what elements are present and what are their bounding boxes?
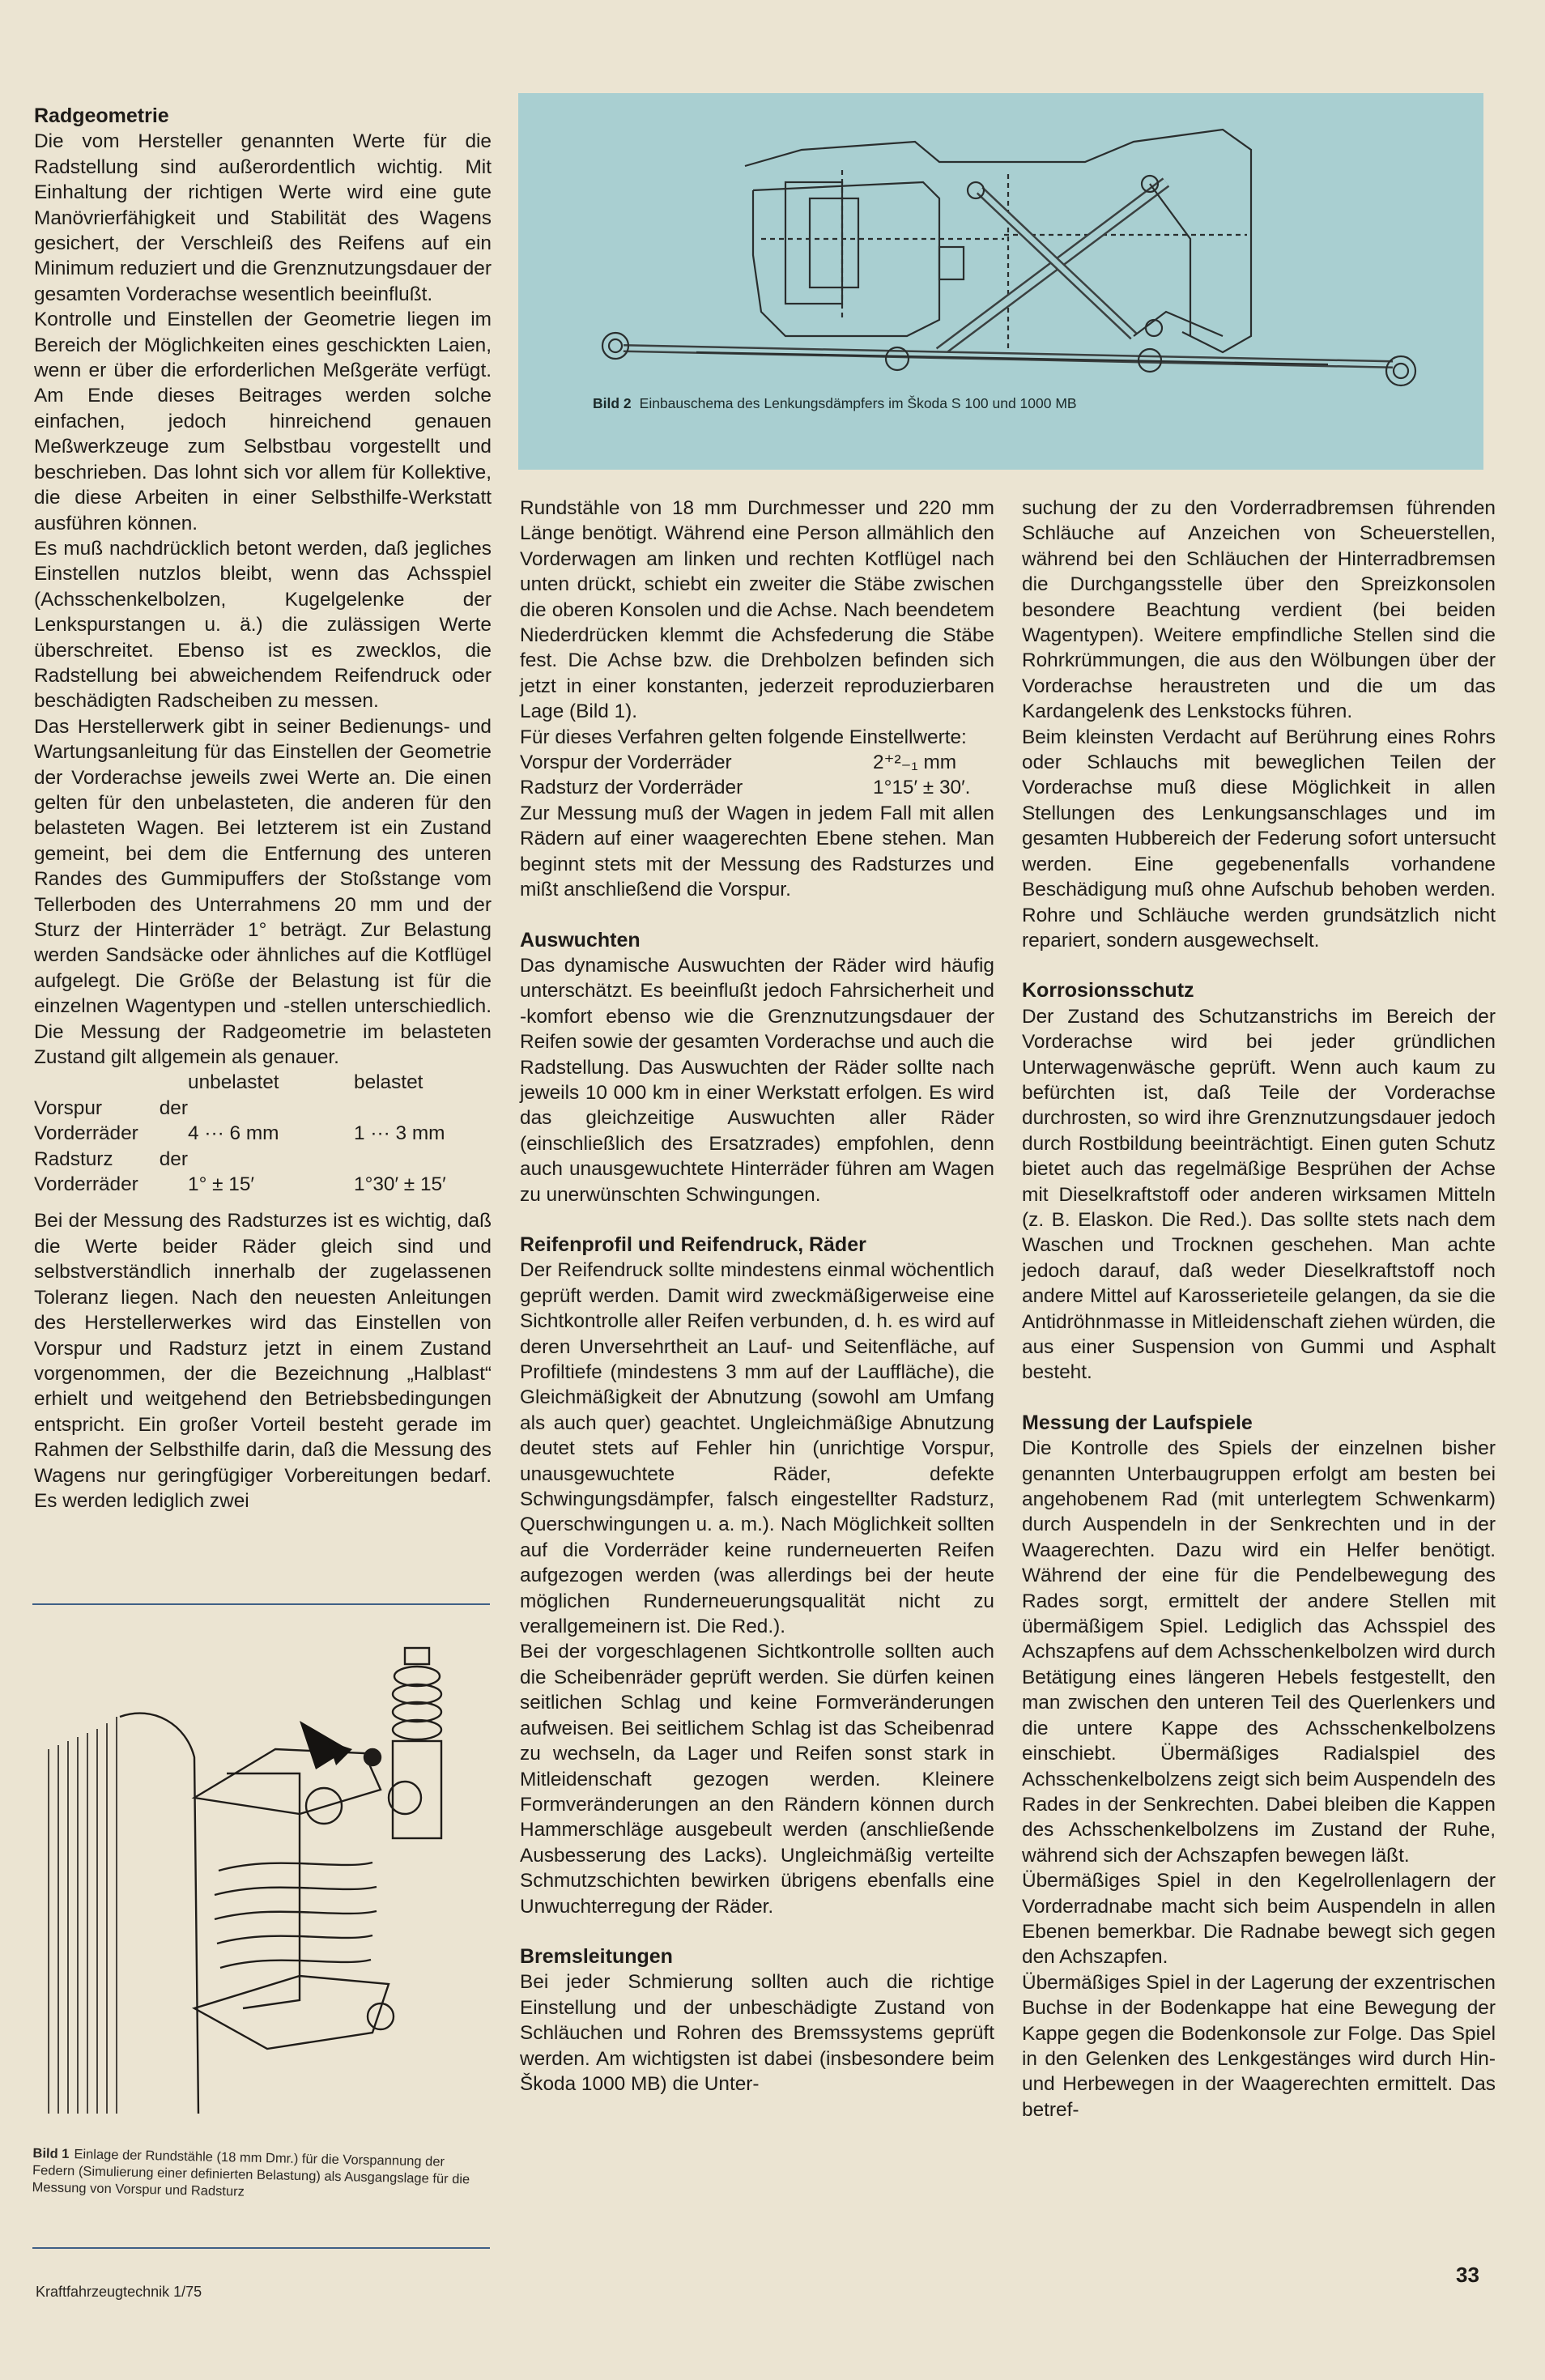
paragraph: Beim kleinsten Verdacht auf Berührung eines Rohrs oder Schlauchs mit beweglichen Teilen der Vorderachse muß diese Möglichkeit in allen Stellungen des Lenkungsanschlages und im gesamten Hubbereich der Federung sofort untersucht werden. Eine gegebenenfalls vorhandene Beschädigung muß ohne Aufschub behoben werden. Rohre und Schläuche werden grundsätzlich nicht repariert, sondern ausgewechselt. (1022, 726, 1496, 952)
heading-bremsleitungen: Bremsleitungen (520, 1944, 673, 1968)
paragraph: Das dynamische Auswuchten der Räder wird häufig unterschätzt. Es beeinflußt jedoch Fahrsicherheit und -komfort ebenso wie die Grenznutzungsdauer der Reifen sowie der gesamten Vorderachse und auch die Radstellung. Das Auswuchten der Räder sollte nach jeweils 10 000 km in einer Werkstatt erfolgen. Es wird das gleichzeitige Auswuchten aller Räder (einschließlich des Ersatzrades) empfohlen, denn auch unausgewuchtete Hinterräder führen am Wagen zu unerwünschten Schwingungen. (520, 954, 994, 1206)
table-cell: 1 ··· 3 mm (354, 1122, 445, 1145)
table-cell: 1°30′ ± 15′ (354, 1173, 446, 1196)
table-row (34, 1147, 492, 1198)
table-row (34, 1096, 492, 1147)
tyre-tread (49, 1717, 117, 2114)
paragraph: Rundstähle von 18 mm Durchmesser und 220 mm Länge benötigt. Während eine Person allmählich den Vorderwagen am linken und rechten Kotflügel nach unten drückt, schiebt ein zweiter die Stäbe zwischen die oberen Konsolen und die Achse. Nach beendetem Niederdrücken klemmt die Achsfederung die Stäbe fest. Die Achse bzw. die Drehbolzen befinden sich jetzt in einer konstanten, jederzeit reproduzierbaren Lage (Bild 1). (520, 497, 994, 723)
table-row-label: Vorspur der Vorderräder (34, 1096, 188, 1145)
paragraph: Zur Messung muß der Wagen in jedem Fall mit allen Rädern auf einer waagerechten Ebene stehen. Man beginnt stets mit der Messung des Radsturzes und mißt anschließend die Vorspur. (520, 802, 994, 901)
paragraph: Der Reifendruck sollte mindestens einmal wöchentlich geprüft werden. Damit wird zweckmäßigerweise eine Sichtkontrolle aller Reifen verbunden, d. h. es wird auf deren Unversehrtheit an Lauf- und Seitenfläche, auf Profiltiefe (mindestens 3 mm auf der Lauffläche), die Gleichmäßigkeit der Abnutzung (sowohl am Umfang als auch quer) geachtet. Ungleichmäßige Abnutzung deutet stets auf Fehler hin (unrichtige Vorspur, unausgewuchtete Räder, defekte Schwingungsdämpfer, falsch eingestellter Radsturz, Querschwingungen u. a. m.). Nach Möglichkeit sollten auf die Vorderräder keine runderneuerten Reifen aufgezogen werden (was allerdings bei der heute möglichen Runderneuerungsqualität nicht zu verallgemeinern ist. Die Red.). (520, 1259, 994, 1638)
paragraph: Übermäßiges Spiel in den Kegelrollenlagern der Vorderradnabe macht sich beim Auspendeln in allen Ebenen bemerkbar. Die Radnabe bewegt sich gegen den Achszapfen. (1022, 1870, 1496, 1969)
figure-1-caption (32, 2145, 486, 2206)
paragraph: Kontrolle und Einstellen der Geometrie liegen im Bereich der Möglichkeiten eines geschickten Laien, wenn er über die erforderlichen Meßgeräte verfügt. Am Ende dieses Beitrages werden solche einfachen, jedoch hinreichend genauen Meßwerkzeuge zum Selbstbau vorgestellt und beschrieben. Das lohnt sich vor allem für Kollektive, die diese Arbeiten in einer Selbsthilfe-Werkstatt ausführen können. (34, 309, 492, 534)
heading-reifenprofil: Reifenprofil und Reifendruck, Räder (520, 1233, 866, 1256)
heading-korrosionsschutz: Korrosionsschutz (1022, 979, 1194, 1003)
table-header-row (34, 1070, 492, 1095)
paragraph: Der Zustand des Schutzanstrichs im Bereich der Vorderachse wird bei jeder gründlichen Unterwagenwäsche geprüft. Wenn auch kaum zu befürchten ist, daß Teile der Vorderachse durchrosten, so wird ihre Grenznutzungsdauer jedoch durch Rostbildung beeinträchtigt. Einen guten Schutz bietet auch das regelmäßige Besprühen der Achse mit Dieselkraftstoff oder anderen wirksamen Mitteln (z. B. Elaskon. Die Red.). Das sollte stets nach dem Waschen und Trocknen geschehen. Man achte jedoch darauf, daß weder Dieselkraftstoff noch andere Mittel auf Karosserieteile gelangen, da sie die Antidröhnmasse in Mitleidenschaft ziehen würden, die aus einer Suspension von Gummi und Asphalt besteht. (1022, 1005, 1496, 1384)
left-column (34, 104, 492, 1514)
middle-column (520, 496, 994, 2097)
paragraph: Bei jeder Schmierung sollten auch die richtige Einstellung und der unbeschädigte Zustand von Schläuchen und Rohren des Bremssystems geprüft werden. Am wichtigsten ist dabei (insbesondere beim Škoda 1000 MB) die Unter- (520, 1971, 994, 2095)
figure-2-label: Bild 2 (593, 395, 632, 411)
paragraph: suchung der zu den Vorderradbremsen führenden Schläuche auf Anzeichen von Scheuerstellen, während bei den Schläuchen der Hinterradbremsen die Durchgangsstelle über den Spreizkonsolen besondere Beachtung verdient (bei beiden Wagentypen). Weitere empfindliche Stellen sind die Rohrkrümmungen, die aus den Wölbungen über der Vorderachse heraustreten und die um das Kardangelenk des Lenkstocks führen. (1022, 497, 1496, 723)
right-column (1022, 496, 1496, 2122)
figure-2-caption-text: Einbauschema des Lenkungsdämpfers im Škoda S 100 und 1000 MB (639, 395, 1077, 411)
figure-2 (518, 93, 1483, 470)
paragraph: Übermäßiges Spiel in der Lagerung der exzentrischen Buchse in der Bodenkappe hat eine Bewegung der Kappe gegen die Bodenkonsole zur Folge. Das Spiel in den Gelenken des Lenkgestänges wird durch Hin- und Herbewegen in der Waagerechten ermittelt. Das betref- (1022, 1971, 1496, 2121)
paragraph: Die vom Hersteller genannten Werte für die Radstellung sind außerordentlich wichtig. Mit Einhaltung der richtigen Werte wird eine gute Manövrierfähigkeit und Stabilität des Wagens gesichert, der Verschleiß des Reifens auf ein Minimum reduziert und die Grenznutzungsdauer der gesamten Vorderachse wesentlich beeinflußt. (34, 130, 492, 305)
divider-rule (32, 1603, 490, 1605)
table-row-label: Radsturz der Vorderräder (34, 1147, 188, 1196)
figure-1-label: Bild 1 (32, 2146, 70, 2162)
figure-2-caption (593, 394, 1077, 412)
suspension-diagram (32, 1628, 490, 2122)
spec-label: Vorspur der Vorderräder (520, 751, 732, 774)
arrow-marker (300, 1721, 348, 1769)
paragraph: Die Kontrolle des Spiels der einzelnen bisher genannten Unterbaugruppen erfolgt am besten bei angehobenem Rad (mit unterlegtem Schwenkarm) durch Auspendeln in der Senkrechten und in der Waagerechten. Dazu wird ein Helfer benötigt. Während der eine für die Pendelbewegung des Rades sorgt, ermittelt der andere Stellen mit übermäßigem Spiel. Lediglich das Achsspiel des Achszapfens auf dem Achsschenkelbolzen wird durch Betätigung eines längeren Hebels festgestellt, den man zwischen den unteren Teil des Querlenkers und die untere Kappe des Achsschenkelbolzens einschiebt. Übermäßiges Radialspiel des Achsschenkelbolzens zeigt sich beim Auspendeln des Rades in der Senkrechten. Dabei bleiben die Kappen des Achsschenkelbolzens im Zustand der Ruhe, während sich der Achszapfen bewegen läßt. (1022, 1437, 1496, 1867)
spec-row (520, 750, 994, 775)
coil-spring (215, 1863, 377, 1968)
paragraph: Bei der vorgeschlagenen Sichtkontrolle sollten auch die Scheibenräder geprüft werden. Sie dürfen keinen seitlichen Schlag und keine Formveränderungen aufweisen. Bei seitlichem Schlag ist das Scheibenrad zu wechseln, da Lager und Reifen sonst stark in Mitleidenschaft gezogen werden. Kleinere Formveränderungen an den Rändern können durch Hammerschläge ausgebeult werden (anschließende Ausbesserung des Lacks). Ungleichmäßig verteilte Schmutzschichten bewirken übrigens ebenfalls eine Unwuchterregung der Räder. (520, 1641, 994, 1918)
heading-laufspiele: Messung der Laufspiele (1022, 1411, 1253, 1434)
figure-1-caption-text: Einlage der Rundstähle (18 mm Dmr.) für die Vorspannung der Federn (Simulierung einer definierten Belastung) als Ausgangslage für die Messung von Vorspur und Radsturz (32, 2147, 470, 2199)
heading-radgeometrie: Radgeometrie (34, 104, 169, 127)
divider-rule (32, 2247, 490, 2249)
heading-auswuchten: Auswuchten (520, 928, 641, 952)
settings-table (34, 1070, 492, 1197)
table-cell: 4 ··· 6 mm (188, 1122, 279, 1145)
spec-label: Radsturz der Vorderräder (520, 777, 743, 799)
steering-damper-diagram (518, 93, 1483, 470)
paragraph: Das Herstellerwerk gibt in seiner Bedienungs- und Wartungsanleitung für das Einstellen der Geometrie der Vorderachse jeweils zwei Werte an. Die einen gelten für den unbelasteten, die anderen für den belasteten Wagen. Bei letzterem ist ein Zustand gemeint, bei dem die Entfernung des unteren Randes des Gummipuffers der Stoßstange vom Tellerboden des Unterrahmens 20 mm und der Sturz der Hinterräder 1° beträgt. Zur Belastung werden Sandsäcke oder ähnliches auf die Kotflügel aufgelegt. Die Größe der Belastung ist für die einzelnen Wagentypen und -stellen unterschiedlich. Die Messung der Radgeometrie im belasteten Zustand gilt allgemein als genauer. (34, 715, 492, 1069)
spec-value: 1°15′ ± 30′. (873, 777, 971, 799)
paragraph: Bei der Messung des Radsturzes ist es wichtig, daß die Werte beider Räder gleich sind und selbstverständlich innerhalb der zugelassenen Toleranz liegen. Nach den neuesten Anleitungen des Herstellerwerkes wird das Einstellen von Vorspur und Radsturz jetzt in einem Zustand vorgenommen, der die Bezeichnung „Halblast“ erhielt und weitgehend den Betriebsbedingungen entspricht. Ein großer Vorteil besteht gerade im Rahmen der Selbsthilfe darin, daß die Messung des Wagens nur geringfügiger Vorbereitungen bedarf. Es werden lediglich zwei (34, 1210, 492, 1512)
spec-value: 2⁺²₋₁ mm (873, 751, 957, 774)
table-header-loaded: belastet (354, 1071, 423, 1094)
table-header-unloaded: unbelastet (188, 1071, 279, 1094)
paragraph: Es muß nachdrücklich betont werden, daß jegliches Einstellen nutzlos bleibt, wenn das Achsspiel (Achsschenkelbolzen, Kugelgelenke der Lenkspurstangen u. ä.) die zulässigen Werte überschreitet. Ebenso ist es zwecklos, die Radstellung bei abweichendem Reifendruck oder beschädigten Radscheiben zu messen. (34, 537, 492, 713)
table-cell: 1° ± 15′ (188, 1173, 254, 1196)
paragraph: Für dieses Verfahren gelten folgende Einstellwerte: (520, 726, 967, 748)
spec-row (520, 775, 994, 800)
figure-1 (32, 1628, 490, 2122)
journal-footer: Kraftfahrzeugtechnik 1/75 (36, 2284, 202, 2300)
page-number: 33 (1456, 2263, 1479, 2287)
